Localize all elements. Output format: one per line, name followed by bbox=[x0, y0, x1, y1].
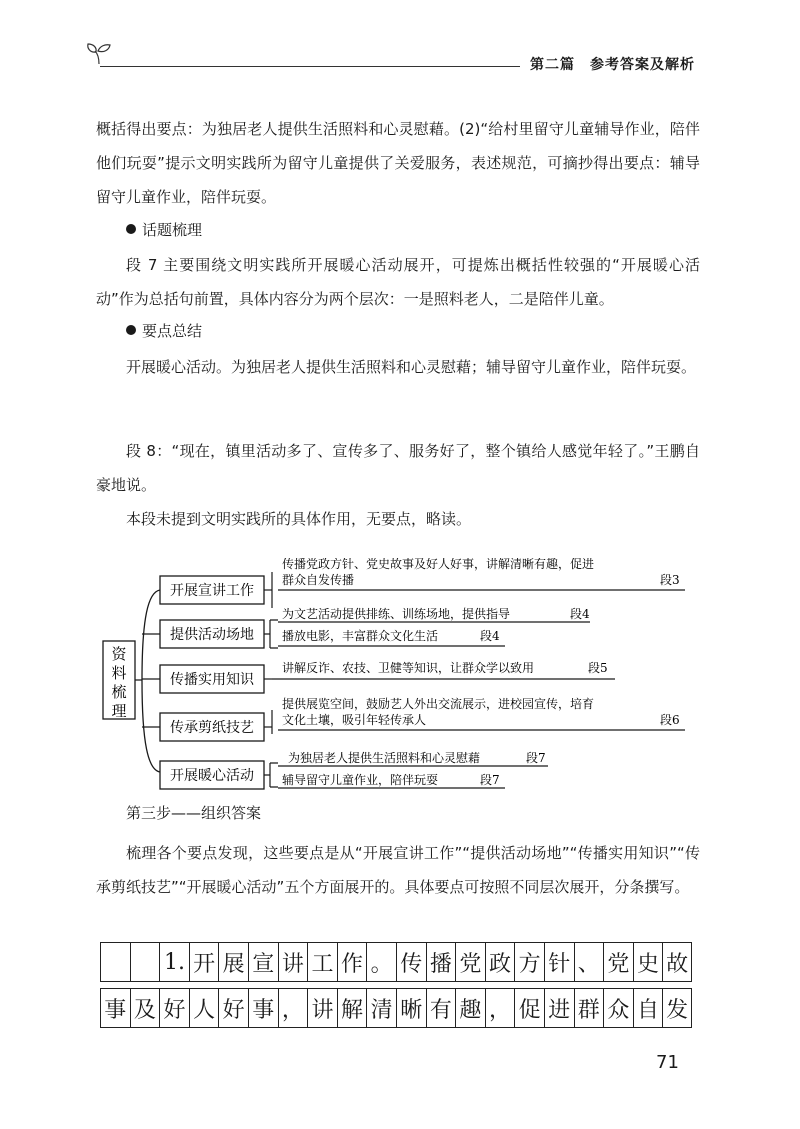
grid-cell: 进 bbox=[544, 988, 574, 1028]
mindmap-branch-label: 传播实用知识 bbox=[170, 672, 254, 688]
mindmap-root-char: 料 bbox=[111, 664, 127, 682]
grid-cell: ， bbox=[278, 988, 308, 1028]
mindmap-paragraph-ref: 段6 bbox=[660, 713, 680, 727]
step-3-heading: 第三步——组织答案 bbox=[126, 804, 262, 822]
grid-cell: 1. bbox=[159, 942, 189, 982]
mindmap-detail-text: 为独居老人提供生活照料和心灵慰藉 bbox=[288, 751, 481, 765]
paragraph-3: 开展暖心活动。为独居老人提供生活照料和心灵慰藉；辅导留守儿童作业，陪伴玩耍。 bbox=[126, 358, 697, 376]
grid-cell: 针 bbox=[544, 942, 574, 982]
mindmap-root-char: 资 bbox=[111, 645, 127, 663]
grid-cell: 政 bbox=[485, 942, 515, 982]
grid-cell: 事 bbox=[248, 988, 278, 1028]
mindmap-detail-text: 传播党政方针、党史故事及好人好事，讲解清晰有趣，促进 bbox=[282, 558, 595, 571]
mindmap-branch-label: 开展暖心活动 bbox=[170, 768, 254, 784]
bullet-dot-icon bbox=[126, 325, 136, 335]
grid-cell: 、 bbox=[574, 942, 604, 982]
mindmap-root-char: 理 bbox=[111, 702, 127, 720]
grid-cell: 讲 bbox=[278, 942, 308, 982]
grid-cell: 有 bbox=[426, 988, 456, 1028]
grid-cell: 晰 bbox=[396, 988, 426, 1028]
grid-cell: 发 bbox=[662, 988, 692, 1028]
grid-cell: 党 bbox=[603, 942, 633, 982]
grid-cell: 事 bbox=[100, 988, 130, 1028]
bullet-summary bbox=[126, 320, 202, 341]
grid-cell: ， bbox=[485, 988, 515, 1028]
mindmap-branch-label: 开展宣讲工作 bbox=[170, 583, 254, 599]
mindmap-detail-text: 播放电影，丰富群众文化生活 bbox=[282, 629, 439, 643]
paragraph-2: 段 7 主要围绕文明实践所开展暖心活动展开，可提炼出概括性较强的“开展暖心活动”作为总括句前置，具体内容分为两个层次：一是照料老人，二是陪伴儿童。 bbox=[96, 256, 700, 308]
bullet-topic bbox=[126, 219, 202, 240]
paragraph-5: 本段未提到文明实践所的具体作用，无要点，略读。 bbox=[126, 510, 472, 528]
mindmap-detail-text: 文化土壤，吸引年轻传承人 bbox=[282, 713, 427, 727]
mindmap-detail-text: 辅导留守儿童作业，陪伴玩耍 bbox=[282, 773, 439, 787]
mindmap-paragraph-ref: 段7 bbox=[526, 751, 546, 765]
grid-cell: 促 bbox=[514, 988, 544, 1028]
grid-cell: 及 bbox=[130, 988, 160, 1028]
grid-cell: 解 bbox=[337, 988, 367, 1028]
grid-cell: 传 bbox=[396, 942, 426, 982]
grid-cell: 好 bbox=[218, 988, 248, 1028]
mindmap-paragraph-ref: 段7 bbox=[480, 773, 500, 787]
mindmap-detail-text: 提供展览空间，鼓励艺人外出交流展示，进校园宣传，培育 bbox=[282, 697, 595, 711]
grid-cell: 播 bbox=[426, 942, 456, 982]
grid-cell: 故 bbox=[662, 942, 692, 982]
grid-cell: 众 bbox=[603, 988, 633, 1028]
grid-cell: 宣 bbox=[248, 942, 278, 982]
grid-cell: 作 bbox=[337, 942, 367, 982]
mindmap-detail-text: 讲解反诈、农技、卫健等知识，让群众学以致用 bbox=[282, 661, 535, 675]
mindmap-detail-text: 为文艺活动提供排练、训练场地，提供指导 bbox=[282, 607, 511, 621]
mindmap-paragraph-ref: 段5 bbox=[588, 661, 608, 675]
grid-cell: 趣 bbox=[455, 988, 485, 1028]
leaf-icon bbox=[86, 42, 112, 66]
grid-cell: 方 bbox=[514, 942, 544, 982]
header-title: 第二篇 参考答案及解析 bbox=[530, 57, 695, 73]
grid-cell: 讲 bbox=[307, 988, 337, 1028]
grid-cell: 清 bbox=[366, 988, 396, 1028]
grid-cell: 人 bbox=[189, 988, 219, 1028]
page-number: 71 bbox=[656, 1052, 679, 1073]
mindmap-paragraph-ref: 段4 bbox=[480, 629, 500, 643]
grid-cell: 自 bbox=[633, 988, 663, 1028]
grid-cell: 。 bbox=[366, 942, 396, 982]
grid-cell: 开 bbox=[189, 942, 219, 982]
mindmap-detail-text: 群众自发传播 bbox=[282, 573, 355, 587]
mindmap-paragraph-ref: 段4 bbox=[570, 607, 590, 621]
mindmap bbox=[100, 558, 700, 798]
paragraph-6: 梳理各个要点发现，这些要点是从“开展宣讲工作”“提供活动场地”“传播实用知识”“传承剪纸技艺”“开展暖心活动”五个方面展开的。具体要点可按照不同层次展开，分条撰写。 bbox=[96, 844, 700, 896]
mindmap-branch-label: 传承剪纸技艺 bbox=[170, 720, 254, 736]
paragraph-1: 概括得出要点：为独居老人提供生活照料和心灵慰藉。(2)“给村里留守儿童辅导作业，陪伴他们玩耍”提示文明实践所为留守儿童提供了关爱服务，表述规范，可摘抄得出要点：辅导留守儿童作业，陪伴玩耍。 bbox=[96, 120, 700, 206]
answer-grid-row-1 bbox=[100, 942, 692, 982]
grid-cell: 展 bbox=[218, 942, 248, 982]
grid-cell bbox=[100, 942, 130, 982]
answer-grid-row-2 bbox=[100, 988, 692, 1028]
grid-cell: 群 bbox=[574, 988, 604, 1028]
bullet-dot-icon bbox=[126, 224, 136, 234]
grid-cell: 史 bbox=[633, 942, 663, 982]
mindmap-branch-label: 提供活动场地 bbox=[170, 627, 254, 643]
mindmap-brace bbox=[135, 590, 160, 772]
grid-cell: 工 bbox=[307, 942, 337, 982]
paragraph-4: 段 8：“现在，镇里活动多了、宣传多了、服务好了，整个镇给人感觉年轻了。”王鹏自豪地说。 bbox=[96, 442, 700, 494]
grid-cell bbox=[130, 942, 160, 982]
mindmap-root-char: 梳 bbox=[111, 683, 127, 701]
mindmap-paragraph-ref: 段3 bbox=[660, 573, 680, 587]
bullet-topic-label: 话题梳理 bbox=[142, 221, 203, 239]
header-rule bbox=[100, 66, 520, 67]
grid-cell: 好 bbox=[159, 988, 189, 1028]
grid-cell: 党 bbox=[455, 942, 485, 982]
bullet-summary-label: 要点总结 bbox=[142, 322, 203, 340]
